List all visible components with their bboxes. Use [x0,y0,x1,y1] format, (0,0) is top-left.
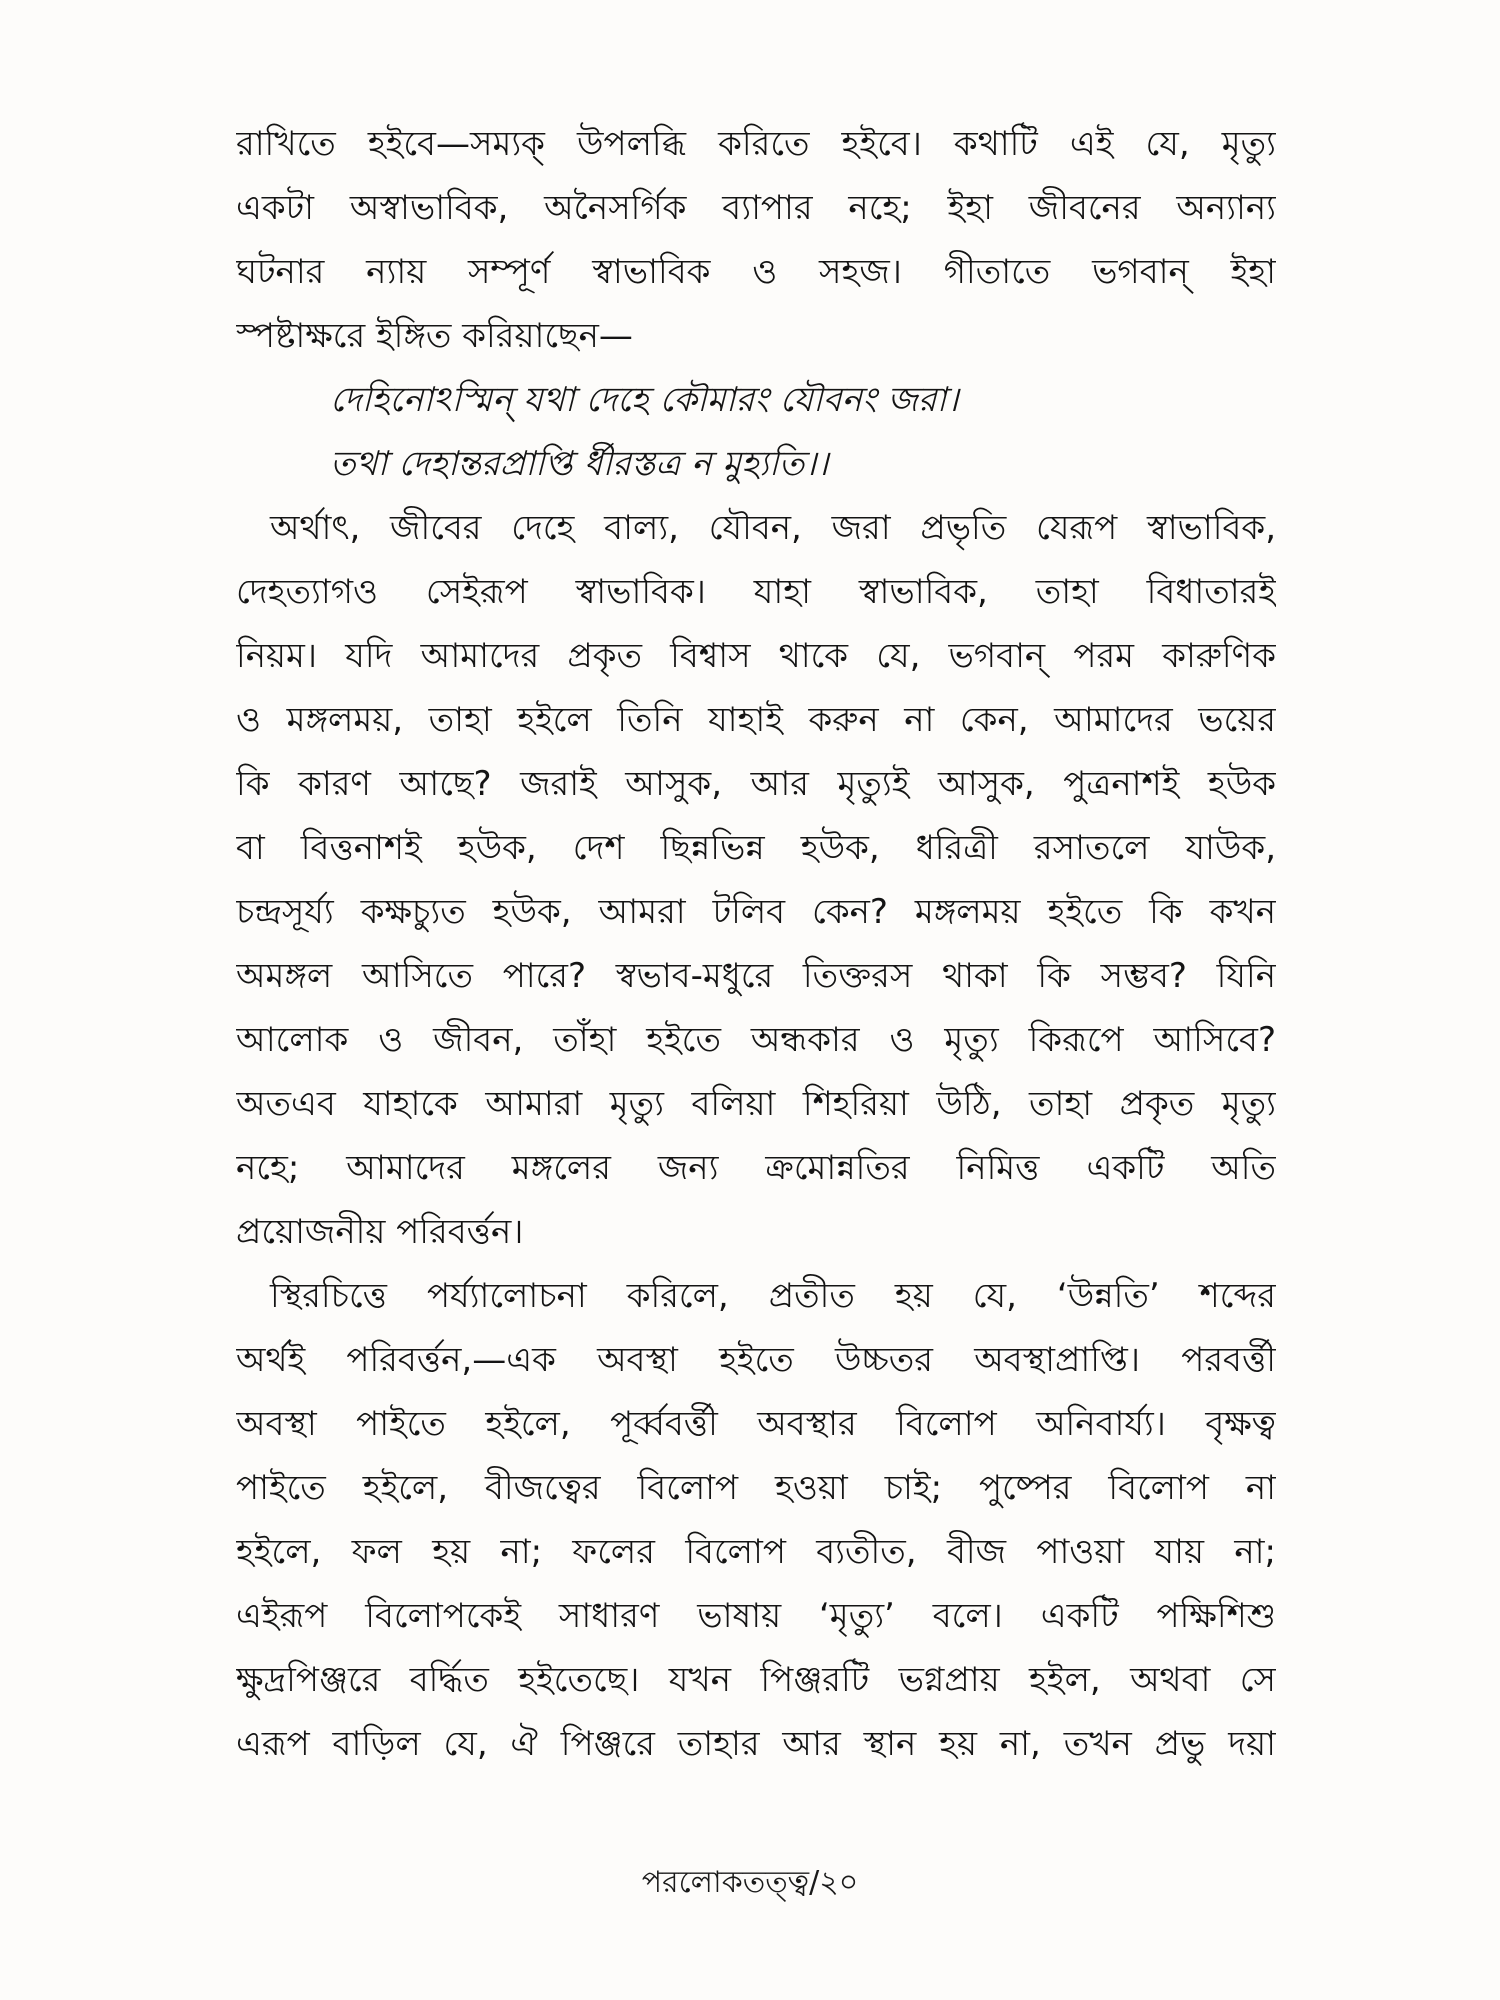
text-line: ক্ষুদ্রপিঞ্জরে বর্দ্ধিত হইতেছে। যখন পিঞ্জরটি ভগ্নপ্রায় হইল, অথবা সে [236,1660,1276,1700]
text-line: ঘটনার ন্যায় সম্পূর্ণ স্বাভাবিক ও সহজ। গীতাতে ভগবান্ ইহা [236,252,1276,292]
paragraph-start-line: অর্থাৎ, জীবের দেহে বাল্য, যৌবন, জরা প্রভৃতি যেরূপ স্বাভাবিক, [270,508,1276,548]
text-line: বা বিত্তনাশই হউক, দেশ ছিন্নভিন্ন হউক, ধরিত্রী রসাতলে যাউক, [236,828,1276,868]
text-line: আলোক ও জীবন, তাঁহা হইতে অন্ধকার ও মৃত্যু কিরূপে আসিবে? [236,1020,1276,1060]
text-line: কি কারণ আছে? জরাই আসুক, আর মৃত্যুই আসুক, পুত্রনাশই হউক [236,764,1276,804]
text-line: অমঙ্গল আসিতে পারে? স্বভাব-মধুরে তিক্তরস থাকা কি সম্ভব? যিনি [236,956,1276,996]
text-line: হইলে, ফল হয় না; ফলের বিলোপ ব্যতীত, বীজ পাওয়া যায় না; [236,1532,1276,1572]
text-line: এইরূপ বিলোপকেই সাধারণ ভাষায় ‘মৃত্যু’ বলে। একটি পক্ষিশিশু [236,1596,1276,1636]
verse-line: তথা দেহান্তরপ্রাপ্তি র্ধীরস্তত্র ন মুহ্যতি।। [330,444,829,484]
text-line: পাইতে হইলে, বীজত্বের বিলোপ হওয়া চাই; পুষ্পের বিলোপ না [236,1468,1276,1508]
text-line: নহে; আমাদের মঙ্গলের জন্য ক্রমোন্নতির নিমিত্ত একটি অতি [236,1148,1276,1188]
paragraph-start-line: স্থিরচিত্তে পর্য্যালোচনা করিলে, প্রতীত হয় যে, ‘উন্নতি’ শব্দের [270,1276,1276,1316]
text-line: অবস্থা পাইতে হইলে, পূর্ব্ববর্ত্তী অবস্থার বিলোপ অনিবার্য্য। বৃক্ষত্ব [236,1404,1276,1444]
verse-line: দেহিনোঽস্মিন্ যথা দেহে কৌমারং যৌবনং জরা। [330,380,959,420]
text-line: অতএব যাহাকে আমারা মৃত্যু বলিয়া শিহরিয়া উঠি, তাহা প্রকৃত মৃত্যু [236,1084,1276,1124]
body-text [236,112,1276,1776]
text-line: স্পষ্টাক্ষরে ইঙ্গিত করিয়াছেন— [236,316,633,356]
page-number-label: পরলোকতত্ত্ব/২০ [641,1865,859,1900]
page-footer [0,1858,1500,1909]
text-line: দেহত্যাগও সেইরূপ স্বাভাবিক। যাহা স্বাভাবিক, তাহা বিধাতারই [236,572,1276,612]
text-line: একটা অস্বাভাবিক, অনৈসর্গিক ব্যাপার নহে; ইহা জীবনের অন্যান্য [236,188,1276,228]
text-line: অর্থই পরিবর্ত্তন,—এক অবস্থা হইতে উচ্চতর অবস্থাপ্রাপ্তি। পরবর্ত্তী [236,1340,1276,1380]
text-line: নিয়ম। যদি আমাদের প্রকৃত বিশ্বাস থাকে যে, ভগবান্ পরম কারুণিক [236,636,1276,676]
text-line: এরূপ বাড়িল যে, ঐ পিঞ্জরে তাহার আর স্থান হয় না, তখন প্রভু দয়া [236,1724,1276,1764]
text-line: চন্দ্রসূর্য্য কক্ষচ্যুত হউক, আমরা টলিব কেন? মঙ্গলময় হইতে কি কখন [236,892,1276,932]
text-line: ও মঙ্গলময়, তাহা হইলে তিনি যাহাই করুন না কেন, আমাদের ভয়ের [236,700,1276,740]
text-line: রাখিতে হইবে—সম্যক্ উপলব্ধি করিতে হইবে। কথাটি এই যে, মৃত্যু [236,124,1276,164]
text-line: প্রয়োজনীয় পরিবর্ত্তন। [236,1212,524,1252]
